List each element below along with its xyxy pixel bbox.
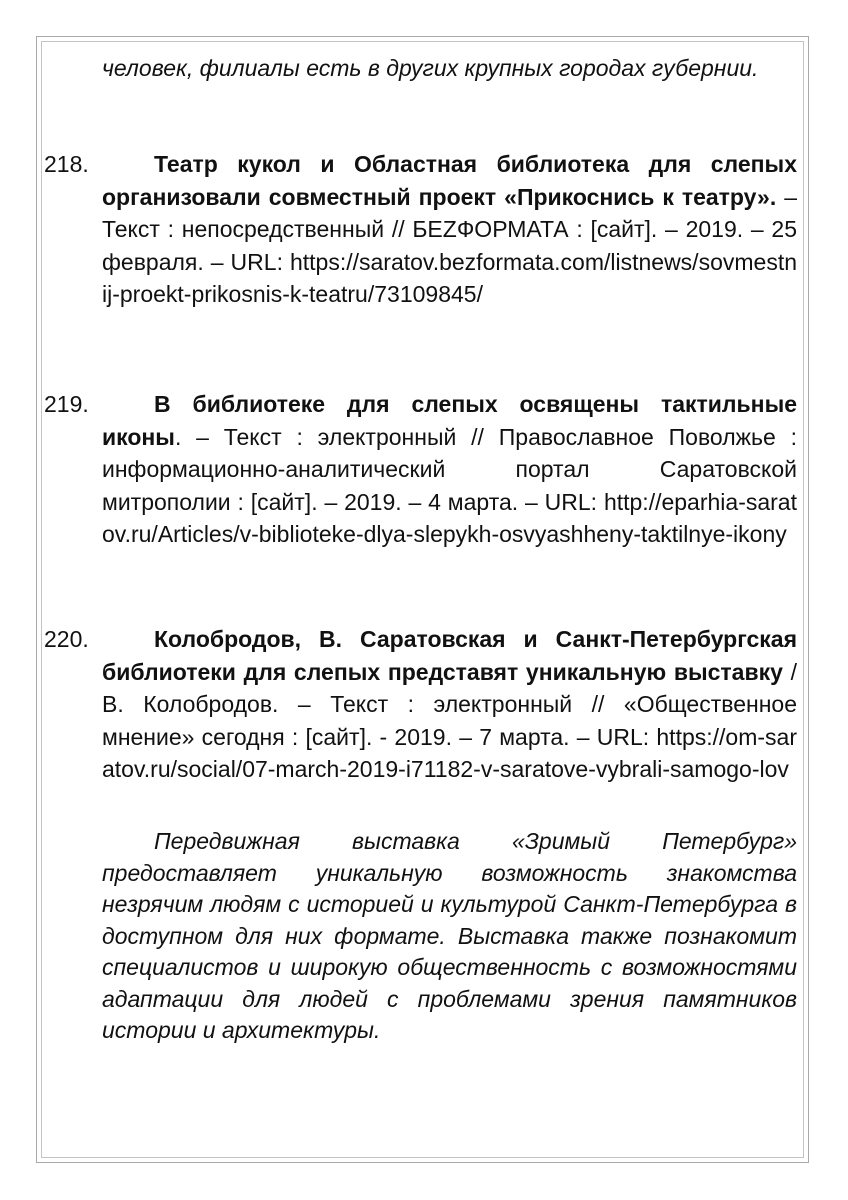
entry-number: 220. [44,626,89,652]
entry-220 [102,623,797,786]
entry-url[interactable]: https://saratov.bezformata.com/listnews/sovmestnij-proekt-prikosnis-k-teatru/73109845/ [102,248,797,307]
entry-title: В библиотеке для слепых освящены тактильные иконы [102,391,797,450]
entry-details: . – Текст : электронный // Православное Поволжье : информационно-аналитический портал Саратовской митрополии : [сайт]. – 2019. – 4 марта. – URL: [102,423,797,515]
entry-url[interactable]: https://om-saratov.ru/social/07-march-2019-i71182-v-saratove-vybrali-samogo-lov [102,723,797,782]
entry-title: Театр кукол и Областная библиотека для слепых организовали совместный проект «Прикоснись к театру». [102,151,797,210]
entry-219 [102,388,797,551]
intro-continuation: человек, филиалы есть в других крупных городах губернии. [102,55,759,81]
entry-218 [102,148,797,311]
entry-details: – Текст : непосредственный // БЕZФОРМАТА : [сайт]. – 2019. – 25 февраля. – URL: [102,183,797,275]
entry-title: Колобродов, В. Саратовская и Санкт-Петербургская библиотеки для слепых представят уникальную выставку [102,626,797,685]
entry-abstract: Передвижная выставка «Зримый Петербург» предоставляет уникальную возможность знакомства незрячим людям с историей и культурой Санкт-Петербурга в доступном для них формате. Выставка также познакомит специалистов и широкую общественность с возможностями адаптации для людей с проблемами зрения памятников истории и архитектуры. [102,828,797,1043]
entry-url[interactable]: http://eparhia-saratov.ru/Articles/v-biblioteke-dlya-slepykh-osvyashheny-taktilnye-ikony [102,488,797,547]
entry-number: 218. [44,151,89,177]
entry-number: 219. [44,391,89,417]
entry-details: / В. Колобродов. – Текст : электронный // «Общественное мнение» сегодня : [сайт]. - 2019. – 7 марта. – URL: [102,658,797,750]
